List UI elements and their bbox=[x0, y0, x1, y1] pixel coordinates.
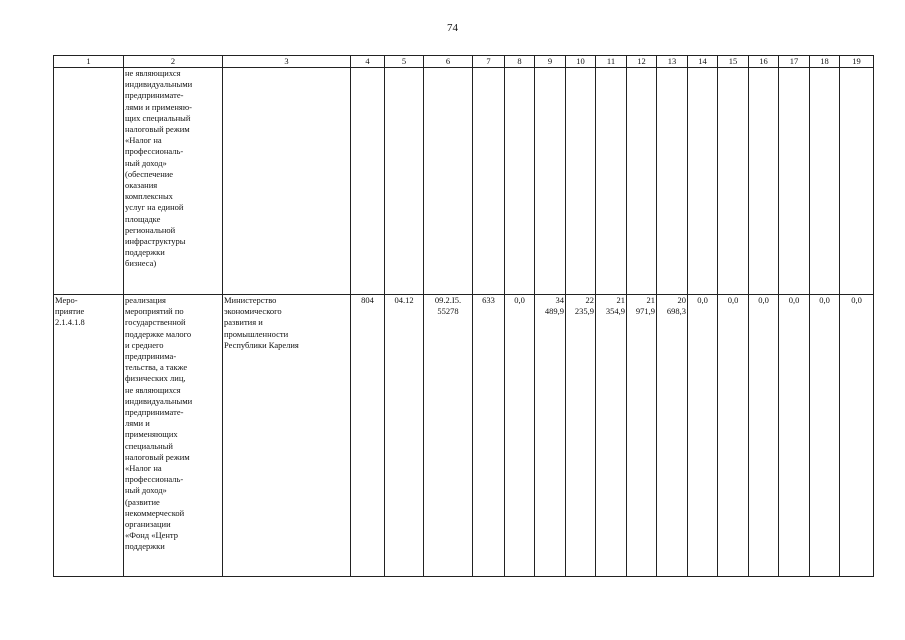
cell-text-line: 633 bbox=[482, 295, 495, 305]
column-number: 18 bbox=[810, 56, 840, 68]
value-cell bbox=[657, 295, 688, 577]
cell-text-line: поддержки bbox=[125, 247, 165, 258]
cell-text-line: комплексных bbox=[125, 191, 173, 202]
cell-text-line: 55278 bbox=[437, 306, 459, 317]
value-cell bbox=[566, 68, 596, 295]
cell-text-line: индивидуальными bbox=[125, 79, 193, 90]
cell-text-line: не являющихся bbox=[125, 68, 181, 78]
cell-text-line: 0,0 bbox=[514, 295, 525, 305]
cell-text-line: 0,0 bbox=[727, 295, 739, 305]
column-number: 13 bbox=[657, 56, 688, 68]
cell-text-line: 09.2.I5. bbox=[434, 295, 462, 305]
column-number: 1 bbox=[54, 56, 124, 68]
value-cell bbox=[779, 295, 810, 577]
column-number: 14 bbox=[688, 56, 718, 68]
value-cell bbox=[627, 68, 657, 295]
value-cell bbox=[351, 68, 385, 295]
cell-text-line: 235,9 bbox=[574, 306, 594, 317]
column-number: 5 bbox=[385, 56, 424, 68]
value-cell bbox=[749, 68, 779, 295]
table-row-continuation bbox=[54, 68, 874, 295]
value-cell bbox=[535, 295, 566, 577]
cell-text-line: 354,9 bbox=[605, 306, 625, 317]
value-cell bbox=[385, 295, 424, 577]
description-cell bbox=[124, 295, 223, 577]
cell-text-line: 22 bbox=[585, 295, 594, 305]
cell-text-line: лями и bbox=[125, 418, 150, 429]
column-number: 12 bbox=[627, 56, 657, 68]
cell-text-line: бизнеса) bbox=[125, 258, 157, 269]
cell-text-line: развития и bbox=[224, 317, 263, 328]
value-cell bbox=[657, 68, 688, 295]
row-label-cell bbox=[54, 68, 124, 295]
cell-text-line: Меро- bbox=[55, 295, 78, 305]
value-cell bbox=[473, 295, 505, 577]
cell-text-line: 489,9 bbox=[544, 306, 564, 317]
value-cell bbox=[473, 68, 505, 295]
column-number: 9 bbox=[535, 56, 566, 68]
column-number: 17 bbox=[779, 56, 810, 68]
column-number: 10 bbox=[566, 56, 596, 68]
row-label-cell bbox=[54, 295, 124, 577]
value-cell bbox=[810, 295, 840, 577]
table-row-measure bbox=[54, 295, 874, 577]
cell-text-line: 2.1.4.1.8 bbox=[55, 317, 85, 328]
cell-text-line: 0,0 bbox=[788, 295, 800, 305]
value-cell bbox=[749, 295, 779, 577]
value-cell bbox=[351, 295, 385, 577]
cell-text-line: применяющих bbox=[125, 429, 178, 440]
cell-text-line: 698,3 bbox=[666, 306, 686, 317]
cell-text-line: профессиональ- bbox=[125, 474, 184, 485]
cell-text-line: приятие bbox=[55, 306, 85, 317]
column-number: 6 bbox=[424, 56, 473, 68]
cell-text-line: 971,9 bbox=[635, 306, 655, 317]
value-cell bbox=[535, 68, 566, 295]
cell-text-line: 21 bbox=[646, 295, 655, 305]
value-cell bbox=[779, 68, 810, 295]
budget-table bbox=[53, 55, 874, 577]
column-number: 7 bbox=[473, 56, 505, 68]
cell-text-line: государственной bbox=[125, 317, 186, 328]
cell-text-line: (развитие bbox=[125, 496, 160, 507]
column-number: 15 bbox=[718, 56, 749, 68]
cell-text-line: индивидуальными bbox=[125, 395, 193, 406]
cell-text-line: профессиональ- bbox=[125, 146, 184, 157]
cell-text-line: 0,0 bbox=[819, 295, 830, 305]
cell-text-line: услуг на единой bbox=[125, 202, 184, 213]
description-cell bbox=[124, 68, 223, 295]
cell-text-line: налоговый режим bbox=[125, 451, 190, 462]
cell-text-line: специальный bbox=[125, 440, 173, 451]
value-cell bbox=[688, 68, 718, 295]
cell-text-line: 34 bbox=[555, 295, 564, 305]
value-cell bbox=[505, 295, 535, 577]
cell-text-line: площадке bbox=[125, 213, 161, 224]
cell-text-line: «Налог на bbox=[125, 463, 162, 474]
page-number: 74 bbox=[447, 22, 458, 34]
executor-cell bbox=[223, 68, 351, 295]
cell-text-line: 20 bbox=[677, 295, 686, 305]
cell-text-line: (обеспечение bbox=[125, 168, 174, 179]
cell-text-line: «Фонд «Центр bbox=[125, 530, 178, 541]
cell-text-line: инфраструктуры bbox=[125, 236, 186, 247]
cell-text-line: 804 bbox=[361, 295, 374, 305]
value-cell bbox=[385, 68, 424, 295]
cell-text-line: 04.12 bbox=[394, 295, 414, 305]
value-cell bbox=[627, 295, 657, 577]
value-cell bbox=[424, 295, 473, 577]
column-number: 4 bbox=[351, 56, 385, 68]
value-cell bbox=[718, 68, 749, 295]
cell-text-line: не являющихся bbox=[125, 384, 181, 395]
cell-text-line: мероприятий по bbox=[125, 306, 184, 317]
cell-text-line: Министерство bbox=[224, 295, 277, 305]
cell-text-line: 0,0 bbox=[851, 295, 862, 305]
cell-text-line: щих специальный bbox=[125, 112, 191, 123]
cell-text-line: физических лиц, bbox=[125, 373, 186, 384]
value-cell bbox=[566, 295, 596, 577]
cell-text-line: некоммерческой bbox=[125, 507, 185, 518]
value-cell bbox=[424, 68, 473, 295]
cell-text-line: и среднего bbox=[125, 339, 164, 350]
cell-text-line: ный доход» bbox=[125, 485, 167, 496]
cell-text-line: поддержки bbox=[125, 541, 165, 552]
value-cell bbox=[840, 68, 874, 295]
column-number: 3 bbox=[223, 56, 351, 68]
column-number: 16 bbox=[749, 56, 779, 68]
value-cell bbox=[596, 68, 627, 295]
cell-text-line: тельства, а также bbox=[125, 362, 188, 373]
value-cell bbox=[596, 295, 627, 577]
cell-text-line: предпринимате- bbox=[125, 407, 184, 418]
cell-text-line: 0,0 bbox=[697, 295, 708, 305]
value-cell bbox=[505, 68, 535, 295]
cell-text-line: лями и применяю- bbox=[125, 101, 193, 112]
value-cell bbox=[810, 68, 840, 295]
cell-text-line: экономического bbox=[224, 306, 282, 317]
column-number: 2 bbox=[124, 56, 223, 68]
cell-text-line: 0,0 bbox=[758, 295, 769, 305]
cell-text-line: промышленности bbox=[224, 328, 289, 339]
cell-text-line: «Налог на bbox=[125, 135, 162, 146]
value-cell bbox=[688, 295, 718, 577]
cell-text-line: оказания bbox=[125, 180, 158, 191]
column-number: 8 bbox=[505, 56, 535, 68]
cell-text-line: 21 bbox=[616, 295, 625, 305]
cell-text-line: региональной bbox=[125, 224, 176, 235]
cell-text-line: поддержке малого bbox=[125, 328, 192, 339]
value-cell bbox=[840, 295, 874, 577]
column-number: 19 bbox=[840, 56, 874, 68]
cell-text-line: Республики Карелия bbox=[224, 339, 299, 350]
value-cell bbox=[718, 295, 749, 577]
column-number-row bbox=[54, 56, 874, 68]
executor-cell bbox=[223, 295, 351, 577]
cell-text-line: организации bbox=[125, 519, 171, 530]
cell-text-line: ный доход» bbox=[125, 157, 167, 168]
cell-text-line: налоговый режим bbox=[125, 124, 190, 135]
cell-text-line: реализация bbox=[125, 295, 166, 305]
cell-text-line: предпринимате- bbox=[125, 90, 184, 101]
column-number: 11 bbox=[596, 56, 627, 68]
cell-text-line: предпринима- bbox=[125, 351, 177, 362]
